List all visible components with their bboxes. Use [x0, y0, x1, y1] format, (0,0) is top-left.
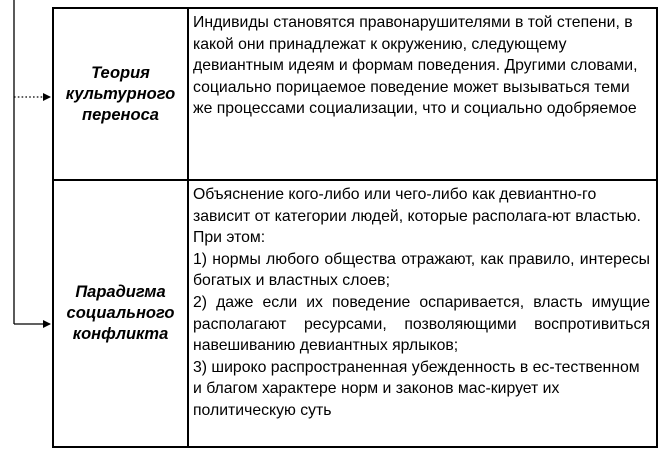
table-row-cultural-transmission [54, 9, 656, 181]
theory-name-line: конфликта [72, 325, 169, 343]
theory-description-paragraph: Индивиды становятся правонарушителями в той степени, в какой они принадлежат к окружению, следующему девиантным идеям и формам поведения. Другими словами, социально порицаемое поведение может вызываться теми же процессами социализации, что и социально одобряемое [193, 14, 638, 118]
theory-description-cell [189, 9, 656, 179]
theory-name-cell [54, 181, 189, 446]
theory-name-cell [54, 9, 189, 179]
theory-name-line: социального [66, 304, 175, 322]
theory-name-line: Теория [91, 63, 150, 82]
theory-name-line: культурного [65, 84, 176, 103]
theory-description-cell [189, 181, 656, 446]
theory-description-point: 2) даже если их поведение оспаривается, власть имущие располагают ресурсами, позволяющими воспротивиться навешиванию девиантных ярлыков; [193, 293, 650, 355]
theory-description-point: 3) широко распространенная убежденность в ес-тественном и благом характере норм и законов мас-кирует их политическую суть [193, 358, 640, 419]
theory-name [67, 282, 175, 345]
theory-name-line: Парадигма [75, 283, 166, 301]
theories-table [52, 7, 658, 448]
table-row-social-conflict [54, 181, 656, 446]
theory-description-paragraph: Объяснение кого-либо или чего-либо как девиантно-го зависит от категории людей, которые располага-ют властью. При этом: [193, 186, 641, 247]
theory-description-point: 1) нормы любого общества отражают, как правило, интересы богатых и властных слоев; [193, 250, 650, 290]
theory-name-line: переноса [82, 105, 159, 124]
theory-name [66, 63, 175, 126]
